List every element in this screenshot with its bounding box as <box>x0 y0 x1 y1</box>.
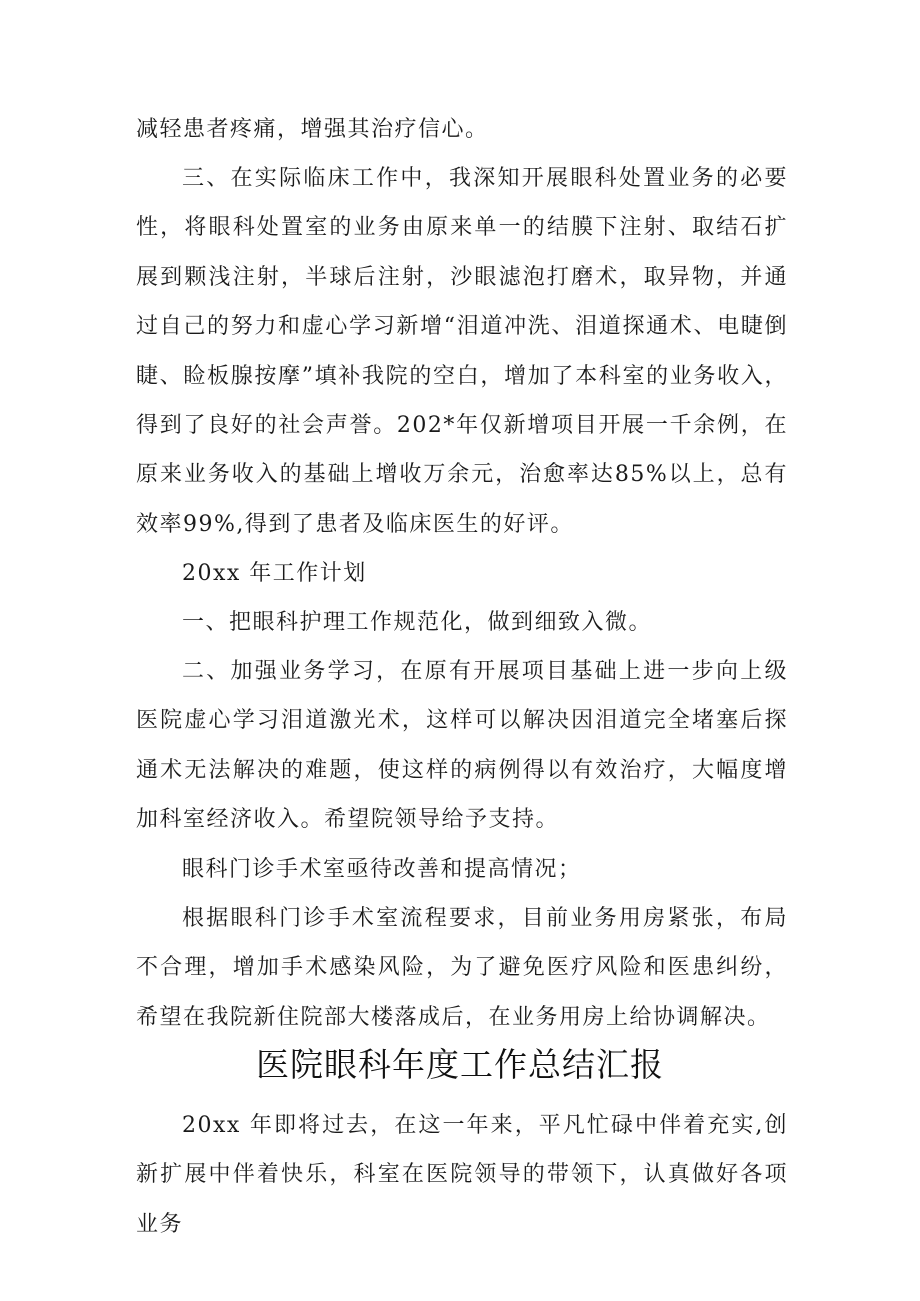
paragraph-item-three: 三、在实际临床工作中，我深知开展眼科处置业务的必要性，将眼科处置室的业务由原来单一的结膜下注射、取结石扩展到颗浅注射，半球后注射，沙眼滤泡打磨术，取异物，并通过自己的努力和虚心学习新增“泪道冲洗、泪道探通术、电睫倒睫、睑板腺按摩”填补我院的空白，增加了本科室的业务收入，得到了良好的社会声誉。202*年仅新增项目开展一千余例，在原来业务收入的基础上增收万余元，治愈率达85%以上，总有效率99%,得到了患者及临床医生的好评。 <box>136 166 788 537</box>
plan-heading: 20xx 年工作计划 <box>182 561 367 586</box>
plan-item-one: 一、把眼科护理工作规范化，做到细致入微。 <box>182 610 653 635</box>
plan-item-two: 二、加强业务学习，在原有开展项目基础上进一步向上级医院虚心学习泪道激光术，这样可以解决因泪道完全堵塞后探通术无法解决的难题，使这样的病例得以有效治疗，大幅度增加科室经济收入。希望院领导给予支持。 <box>136 659 788 833</box>
paragraph-continuation: 减轻患者疼痛，增强其治疗信心。 <box>136 117 489 142</box>
improvement-paragraph: 根据眼科门诊手术室流程要求，目前业务用房紧张，布局不合理，增加手术感染风险，为了避免医疗风险和医患纠纷，希望在我院新住院部大楼落成后，在业务用房上给协调解决。 <box>136 906 788 1030</box>
section-title: 医院眼科年度工作总结汇报 <box>256 1045 664 1084</box>
intro-paragraph: 20xx 年即将过去，在这一年来，平凡忙碌中伴着充实,创新扩展中伴着快乐，科室在医院领导的带领下，认真做好各项业务 <box>136 1113 788 1237</box>
improvement-heading: 眼科门诊手术室亟待改善和提高情况； <box>182 857 582 882</box>
